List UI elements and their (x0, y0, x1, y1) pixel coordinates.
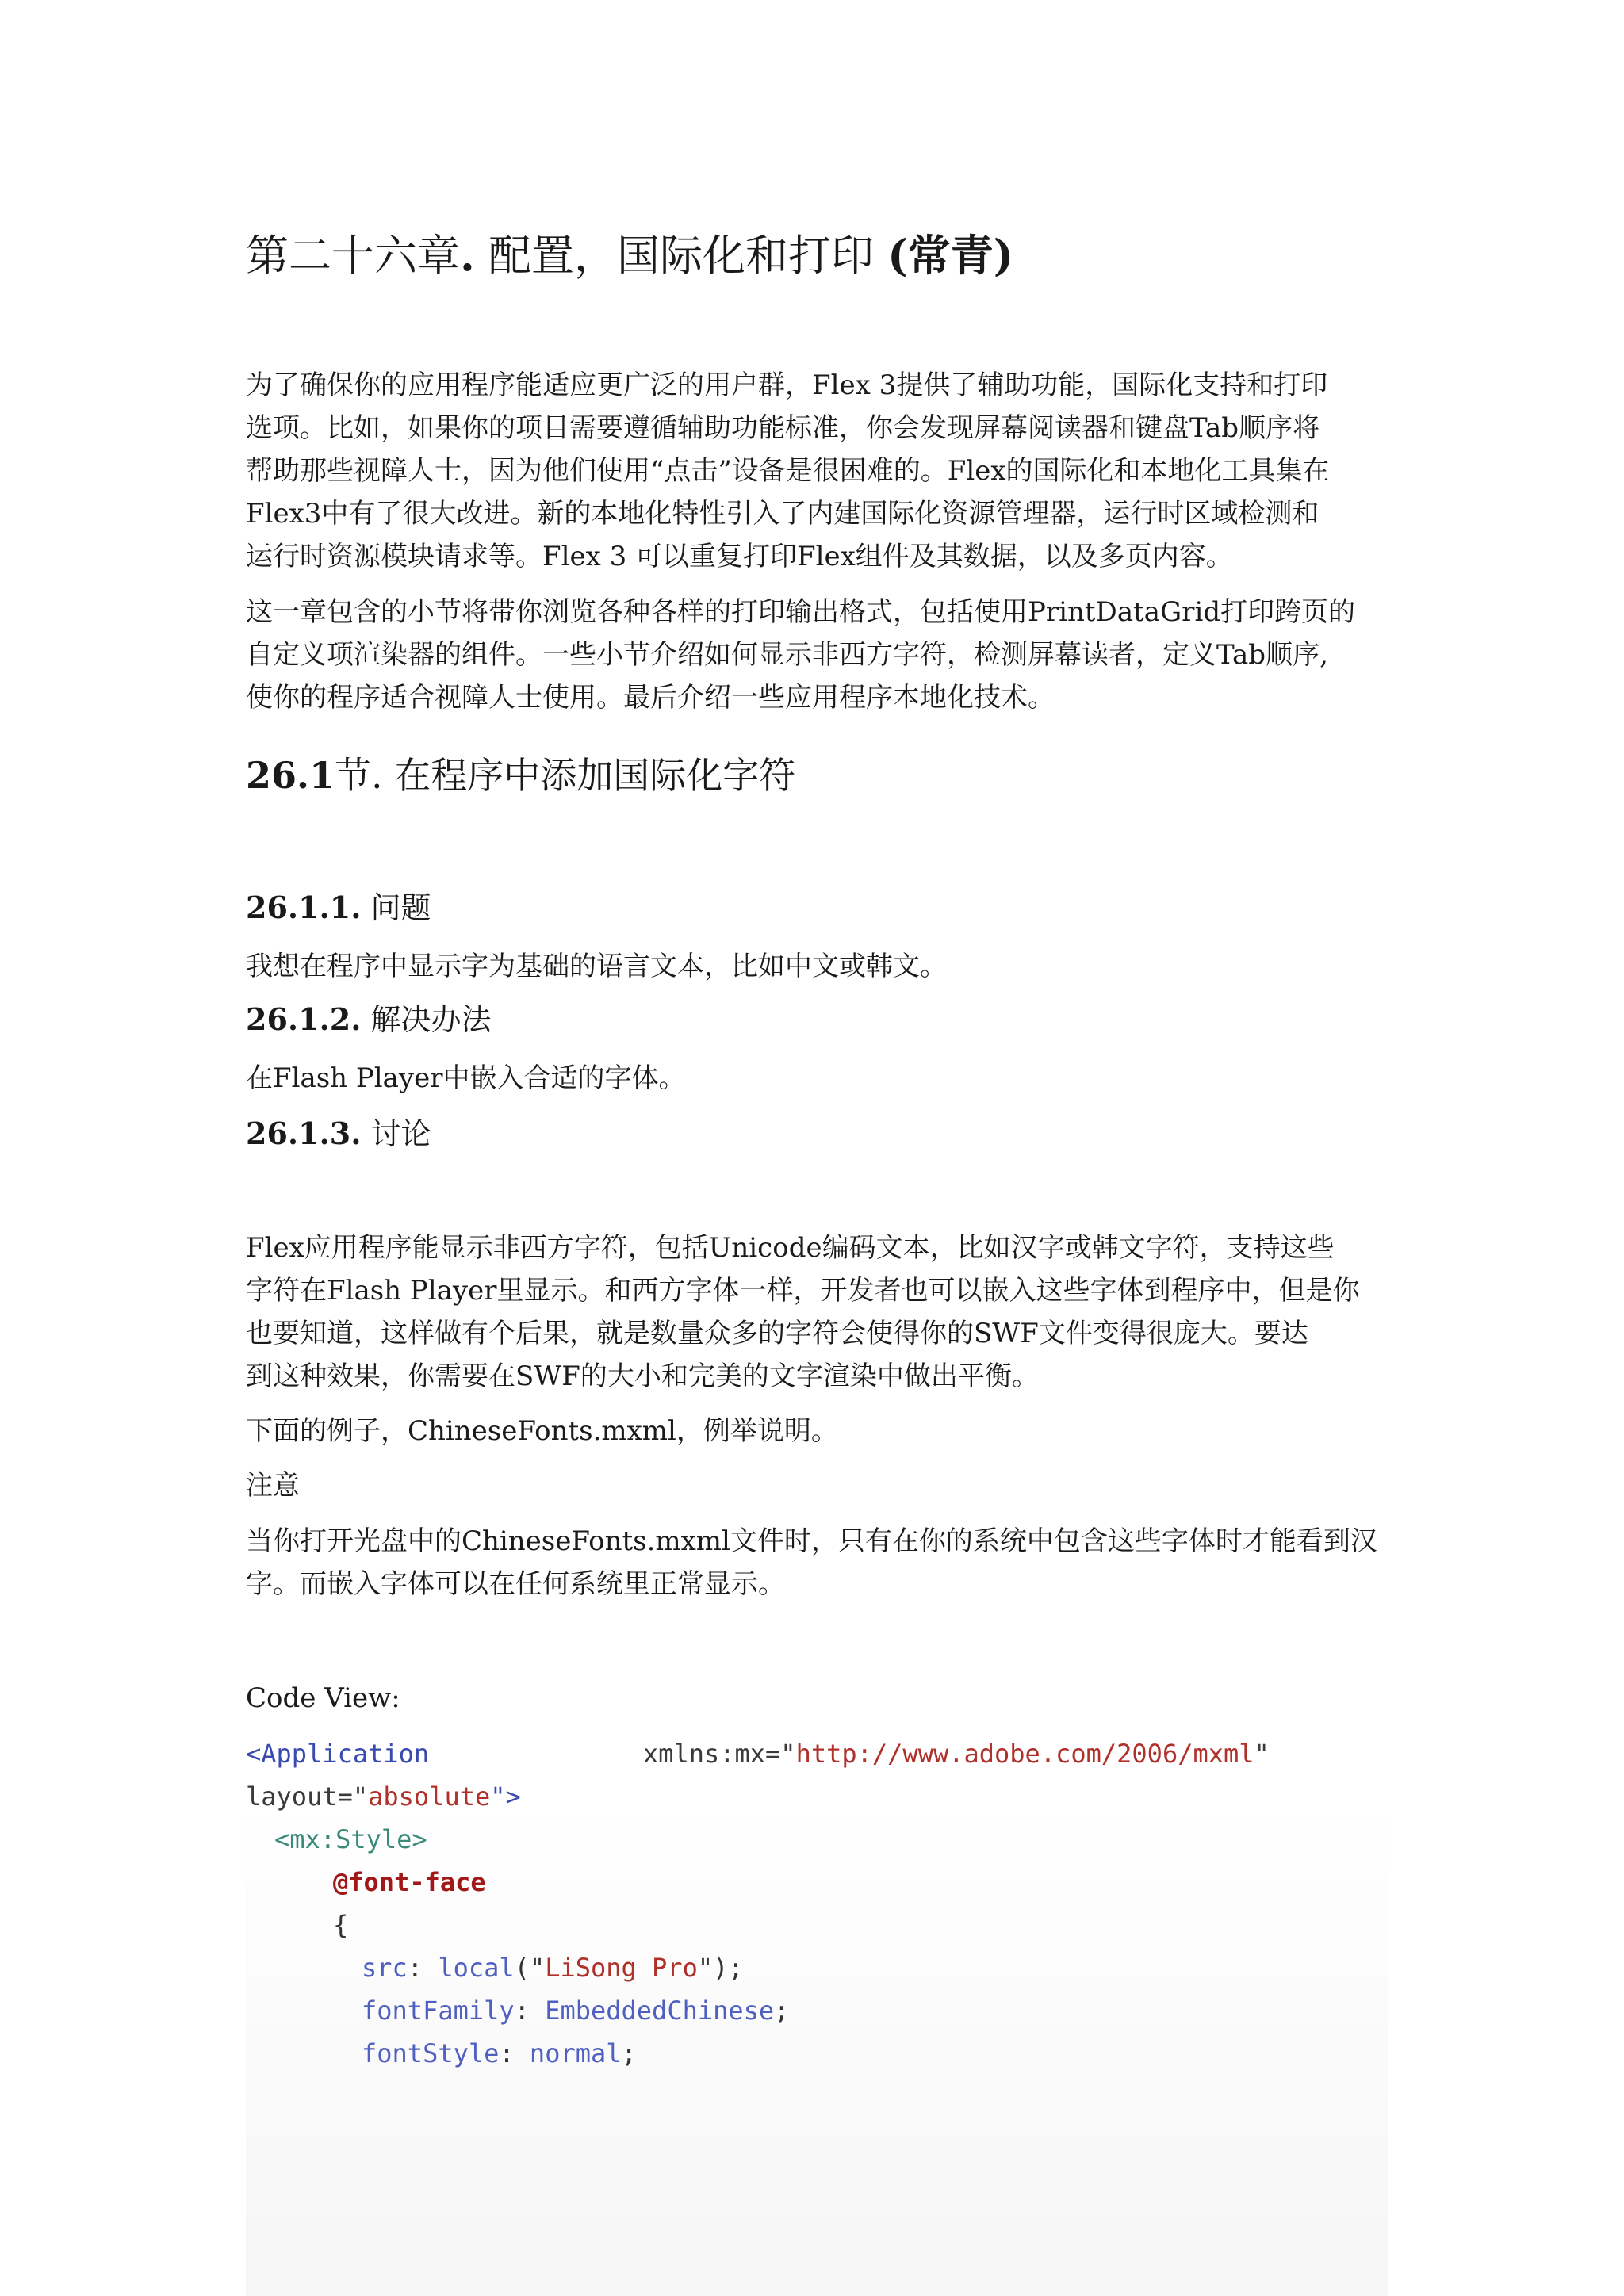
intro-p1-line-1: 为了确保你的应用程序能适应更广泛的用户群，Flex 3提供了辅助功能，国际化支持和打印 (246, 369, 1328, 401)
subsection-problem-heading (246, 886, 431, 930)
intro-p1-line-4: Flex3中有了很大改进。新的本地化特性引入了内建国际化资源管理器，运行时区域检测和 (246, 498, 1320, 530)
intro-p1-line-3: 帮助那些视障人士，因为他们使用“点击”设备是很困难的。Flex的国际化和本地化工具集在 (246, 455, 1330, 487)
discussion-line-2: 字符在Flash Player里显示。和西方字体一样，开发者也可以嵌入这些字体到程序中，但是你 (246, 1275, 1360, 1307)
code-line-1 (246, 1732, 1270, 1775)
code-application-tag: <Application (246, 1739, 430, 1769)
subsection-discussion-heading (246, 1112, 431, 1156)
code-src-close: "); (697, 1953, 744, 1983)
section-number: 26.1 (246, 754, 335, 797)
code-font-face: @font-face (333, 1867, 486, 1897)
intro-p2-line-2: 自定义项渲染器的组件。一些小节介绍如何显示非西方字符，检测屏幕读者，定义Tab顺序, (246, 639, 1328, 671)
note-label: 注意 (246, 1470, 300, 1502)
section-heading (246, 749, 795, 802)
subsection-solution-heading (246, 997, 492, 1042)
code-line-7 (362, 1989, 789, 2032)
discussion-line-3: 也要知道，这样做有个后果，就是数量众多的字符会使得你的SWF文件变得很庞大。要达 (246, 1318, 1308, 1349)
code-fontfamily-semi: ; (774, 1996, 790, 2026)
sub1-number: 26.1.1. (246, 890, 362, 925)
sub1-text: 我想在程序中显示字为基础的语言文本，比如中文或韩文。 (246, 951, 947, 982)
chapter-title-dot: . (460, 230, 475, 281)
code-view-label: Code View: (246, 1682, 400, 1714)
discussion-line-4: 到这种效果，你需要在SWF的大小和完美的文字渲染中做出平衡。 (246, 1360, 1039, 1392)
note-line-2: 字。而嵌入字体可以在任何系统里正常显示。 (246, 1568, 785, 1600)
code-src-prop: src (362, 1953, 408, 1983)
code-fontstyle-prop: fontStyle (362, 2038, 500, 2068)
example-line: 下面的例子，ChineseFonts.mxml，例举说明。 (246, 1415, 838, 1447)
section-label: 节. (335, 754, 383, 797)
chapter-title-author: (常青) (887, 230, 1014, 281)
code-xmlns-url: http://www.adobe.com/2006/mxml (795, 1739, 1254, 1769)
code-fontfamily-prop: fontFamily (362, 1996, 515, 2026)
sub3-number: 26.1.3. (246, 1115, 362, 1151)
section-title: 在程序中添加国际化字符 (382, 754, 796, 797)
chapter-title (246, 224, 1380, 288)
code-fontstyle-semi: ; (621, 2038, 637, 2068)
code-src-local: local (438, 1953, 515, 1983)
code-src-colon: : (407, 1953, 439, 1983)
code-line-8 (362, 2032, 637, 2075)
code-line-5 (333, 1904, 348, 1946)
intro-p1-line-2: 选项。比如，如果你的项目需要遵循辅助功能标准，你会发现屏幕阅读器和键盘Tab顺序将 (246, 412, 1320, 444)
code-line-2 (246, 1775, 521, 1818)
sub1-title: 问题 (361, 890, 431, 925)
intro-p2-line-3: 使你的程序适合视障人士使用。最后介绍一些应用程序本地化技术。 (246, 682, 1055, 714)
code-src-font: LiSong Pro (545, 1953, 698, 1983)
code-fontstyle-value: normal (529, 2038, 622, 2068)
code-line-4 (333, 1861, 486, 1904)
code-xmlns-attr: xmlns:mx=" (642, 1739, 796, 1769)
code-line-3 (274, 1818, 427, 1861)
note-line-1: 当你打开光盘中的ChineseFonts.mxml文件时，只有在你的系统中包含这些字体时才能看到汉 (246, 1525, 1377, 1557)
code-layout-attr: layout=" (246, 1781, 369, 1812)
sub2-text: 在Flash Player中嵌入合适的字体。 (246, 1062, 686, 1094)
sub3-title: 讨论 (361, 1116, 431, 1151)
code-fontstyle-colon: : (499, 2038, 530, 2068)
code-xmlns-end: " (1254, 1739, 1270, 1769)
chapter-title-prefix: 第二十六章 (246, 231, 460, 281)
code-fontfamily-colon: : (514, 1996, 546, 2026)
sub2-title: 解决办法 (361, 1002, 492, 1037)
intro-p2-line-1: 这一章包含的小节将带你浏览各种各样的打印输出格式，包括使用PrintDataGrid打印跨页的 (246, 596, 1356, 628)
sub2-number: 26.1.2. (246, 1001, 362, 1037)
code-block (246, 1739, 1388, 2296)
discussion-line-1: Flex应用程序能显示非西方字符，包括Unicode编码文本，比如汉字或韩文字符，支持这些 (246, 1232, 1335, 1264)
code-layout-end: "> (490, 1781, 521, 1812)
code-line-6 (362, 1946, 744, 1989)
code-open-brace: { (333, 1910, 349, 1940)
code-src-open: (" (514, 1953, 546, 1983)
chapter-title-main: 配置，国际化和打印 (474, 231, 888, 281)
code-layout-value: absolute (368, 1781, 491, 1812)
intro-p1-line-5: 运行时资源模块请求等。Flex 3 可以重复打印Flex组件及其数据，以及多页内容。 (246, 541, 1233, 572)
code-fontfamily-value: EmbeddedChinese (545, 1996, 775, 2026)
code-style-tag: <mx:Style> (274, 1824, 427, 1854)
